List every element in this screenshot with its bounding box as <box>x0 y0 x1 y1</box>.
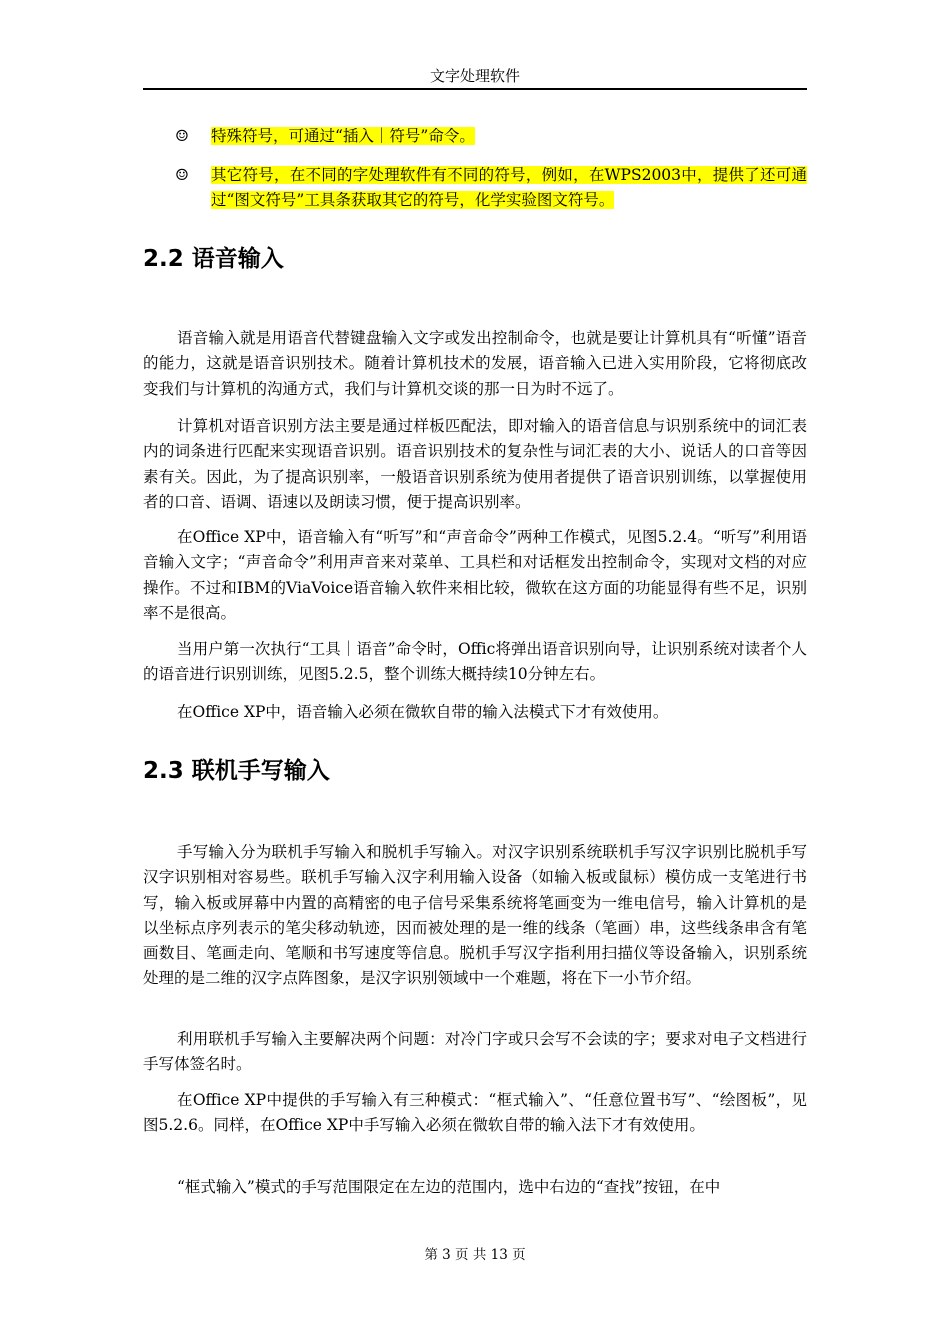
page-number: 第 3 页 共 13 页 <box>424 1247 526 1263</box>
body-paragraph: 在Office XP中，语音输入必须在微软自带的输入法模式下才有效使用。 <box>177 703 669 721</box>
page-header: 文字处理软件 <box>143 66 807 90</box>
smiley-icon: ☺ <box>175 166 189 184</box>
bullet-text: 特殊符号，可通过“插入｜符号”命令。 <box>211 127 475 145</box>
body-paragraph: 在Office XP中提供的手写输入有三种模式：“框式输入”、“任意位置书写”、“绘图板”，见图5.2.6。同样，在Office XP中手写输入必须在微软自带的输入法下才有效使用。 <box>143 1091 807 1135</box>
body-paragraph: “框式输入”模式的手写范围限定在左边的范围内，选中右边的“查找”按钮，在中 <box>177 1178 721 1196</box>
body-paragraph: 语音输入就是用语音代替键盘输入文字或发出控制命令，也就是要让计算机具有“听懂”语音的能力，这就是语音识别技术。随着计算机技术的发展，语音输入已进入实用阶段，它将彻底改变我们与计算机的沟通方式，我们与计算机交谈的那一日为时不远了。 <box>143 329 807 398</box>
section-heading: 2.2 语音输入 <box>143 246 284 272</box>
body-paragraph: 当用户第一次执行“工具｜语音”命令时，Offic将弹出语音识别向导，让识别系统对读者个人的语音进行识别训练，见图5.2.5，整个训练大概持续10分钟左右。 <box>143 640 807 684</box>
smiley-icon: ☺ <box>175 127 189 145</box>
bullet-text: 其它符号，在不同的字处理软件有不同的符号，例如，在WPS2003中，提供了还可通过“图文符号”工具条获取其它的符号，化学实验图文符号。 <box>211 166 807 209</box>
section-heading: 2.3 联机手写输入 <box>143 758 330 784</box>
body-paragraph: 手写输入分为联机手写输入和脱机手写输入。对汉字识别系统联机手写汉字识别比脱机手写汉字识别相对容易些。联机手写输入汉字利用输入设备（如输入板或鼠标）模仿成一支笔进行书写，输入板或屏幕中内置的高精密的电子信号采集系统将笔画变为一维电信号，输入计算机的是以坐标点序列表示的笔尖移动轨迹，因而被处理的是一维的线条（笔画）串，这些线条串含有笔画数目、笔画走向、笔顺和书写速度等信息。脱机手写汉字指利用扫描仪等设备输入，识别系统处理的是二维的汉字点阵图象，是汉字识别领域中一个难题，将在下一小节介绍。 <box>143 843 807 988</box>
body-paragraph: 在Office XP中，语音输入有“听写”和“声音命令”两种工作模式，见图5.2.4。“听写”利用语音输入文字；“声音命令”利用声音来对菜单、工具栏和对话框发出控制命令，实现对文档的对应操作。不过和IBM的ViaVoice语音输入软件来相比较，微软在这方面的功能显得有些不足，识别率不是很高。 <box>143 528 807 622</box>
body-paragraph: 计算机对语音识别方法主要是通过样板匹配法，即对输入的语音信息与识别系统中的词汇表内的词条进行匹配来实现语音识别。语音识别技术的复杂性与词汇表的大小、说话人的口音等因素有关。因此，为了提高识别率，一般语音识别系统为使用者提供了语音识别训练，以掌握使用者的口音、语调、语速以及朗读习惯，便于提高识别率。 <box>143 417 807 511</box>
body-paragraph: 利用联机手写输入主要解决两个问题：对冷门字或只会写不会读的字；要求对电子文档进行手写体签名时。 <box>143 1030 807 1074</box>
bullet-item <box>175 124 807 149</box>
bullet-item <box>175 163 807 213</box>
